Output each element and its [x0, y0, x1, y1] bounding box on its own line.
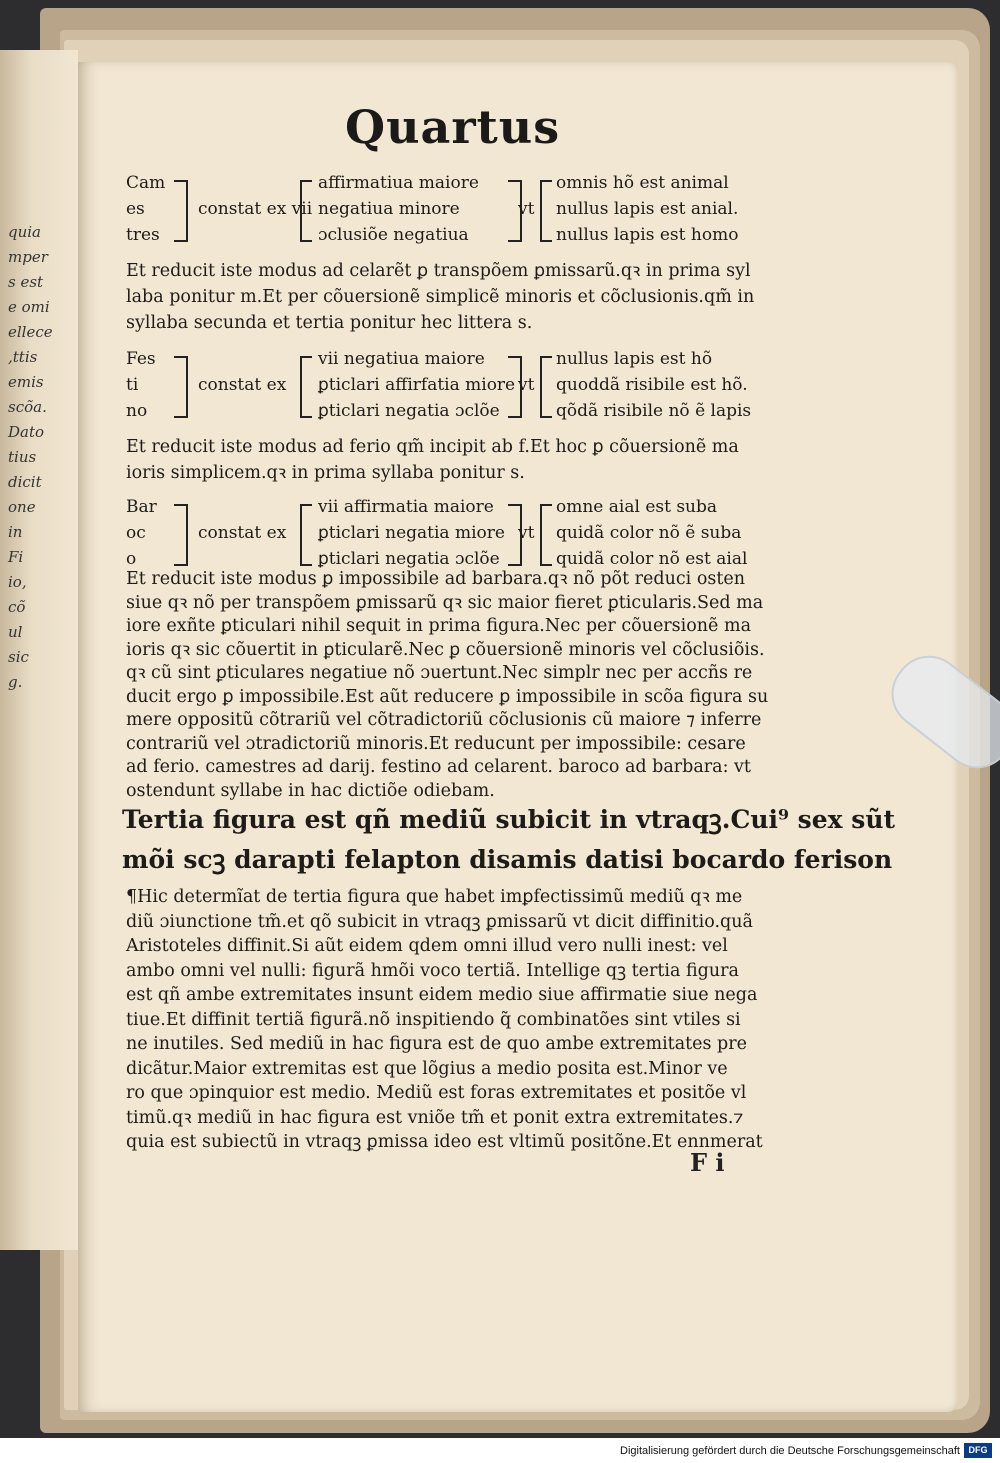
premise: ꝑticlari negatia miore	[318, 523, 505, 543]
left-page-line: s est	[8, 273, 44, 291]
text-line: diũ ɔiunctione tm̃.et qõ subicit in vtraqꝫ ꝑmissarũ vt dicit diffinitio.quã	[126, 911, 753, 932]
mood-syllable: tres	[126, 225, 160, 245]
left-page-line: ,ttis	[8, 348, 38, 366]
left-page-fragment	[0, 50, 78, 1250]
signature-mark: F i	[690, 1148, 725, 1177]
left-page-line: ellece	[8, 323, 53, 341]
heading-line: Tertia figura est qñ mediũ subicit in vtraqꝫ.Cui⁹ sex sũt	[122, 805, 896, 834]
mood-syllable: o	[126, 549, 137, 569]
left-page-line: one	[8, 498, 36, 516]
text-line: contrariũ vel ɔtradictoriũ minoris.Et reducunt per impossibile: cesare	[126, 733, 746, 754]
left-page-line: scõa.	[8, 398, 47, 416]
premise: ꝑticlari affirfatia miore	[318, 375, 516, 395]
brace	[174, 180, 188, 242]
text-line: dicãtur.Maior extremitas est que lõgius a medio posita est.Minor ve	[126, 1058, 728, 1079]
text-line: Et reducit iste modus ꝑ impossibile ad barbara.qꝛ nõ põt reduci osten	[126, 569, 746, 589]
constat-label: constat ex	[198, 523, 287, 543]
text-line: ambo omni vel nulli: figurã hmõi voco tertiã. Intellige qꝫ tertia figura	[126, 960, 739, 981]
premise: vii affirmatia maiore	[318, 497, 494, 517]
brace	[300, 504, 312, 566]
brace	[540, 504, 552, 566]
left-page-line: mper	[8, 248, 48, 266]
left-page-line: sic	[8, 648, 29, 666]
example: nullus lapis est anial.	[556, 199, 739, 219]
mood-syllable: ti	[126, 375, 139, 395]
text-line: est qñ ambe extremitates insunt eidem medio siue affirmatie siue nega	[126, 985, 758, 1005]
example: quidã color nõ ẽ suba	[556, 523, 742, 543]
left-page-line: tius	[8, 448, 37, 466]
left-page-line: io,	[8, 573, 27, 591]
text-line: Et reducit iste modus ad celarẽt ꝑ transpõem ꝑmissarũ.qꝛ in prima syl	[126, 261, 751, 281]
vt-label: vt	[518, 375, 535, 395]
brace	[174, 356, 188, 418]
text-line: siue qꝛ nõ per transpõem ꝑmissarũ qꝛ sic maior fieret ꝑticularis.Sed ma	[126, 592, 764, 613]
funding-credit: Digitalisierung gefördert durch die Deutsche Forschungsgemeinschaft	[620, 1445, 960, 1457]
text-line: ¶Hic determĩat de tertia figura que habet imꝑfectissimũ mediũ qꝛ me	[126, 887, 743, 907]
brace	[174, 504, 188, 566]
left-page-line: in	[8, 523, 23, 541]
left-page-line: cõ	[8, 598, 26, 616]
text-line: ad ferio. camestres ad darij. festino ad celarent. baroco ad barbara: vt	[126, 757, 751, 777]
mood-syllable: Fes	[126, 349, 156, 369]
premise: ɔclusiõe negatiua	[318, 225, 469, 245]
premise: ꝑticlari negatia ɔclõe	[318, 401, 500, 421]
constat-label: constat ex vii	[198, 199, 313, 219]
left-page-line: dicit	[8, 473, 42, 491]
example: qõdã risibile nõ ẽ lapis	[556, 401, 752, 421]
example: omne aial est suba	[556, 497, 718, 517]
example: nullus lapis est homo	[556, 225, 739, 245]
vt-label: vt	[518, 523, 535, 543]
text-line: timũ.qꝛ mediũ in hac figura est vniõe tm̃ et ponit extra extremitates.⁊	[126, 1107, 744, 1128]
heading-line: mõi scꝫ darapti felapton disamis datisi bocardo ferison	[122, 845, 893, 874]
premise: negatiua minore	[318, 199, 460, 219]
text-line: mere oppositũ cõtrariũ vel cõtradictoriũ cõclusionis cũ maiore ⁊ inferre	[126, 710, 762, 730]
example: omnis hõ est animal	[556, 173, 729, 193]
mood-syllable: oc	[126, 523, 146, 543]
text-line: ne inutiles. Sed mediũ in hac figura est de quo ambe extremitates pre	[126, 1034, 747, 1054]
example: nullus lapis est hõ	[556, 349, 713, 369]
brace	[540, 180, 552, 242]
text-line: syllaba secunda et tertia ponitur hec littera s.	[126, 313, 533, 333]
example: quoddã risibile est hõ.	[556, 375, 748, 395]
mood-syllable: Cam	[126, 173, 166, 193]
text-line: ostendunt syllabe in hac dictiõe odiebam.	[126, 780, 495, 801]
left-page-line: Fi	[8, 548, 24, 566]
dfg-logo: DFG	[964, 1443, 992, 1458]
left-page-line: Dato	[8, 423, 45, 441]
brace	[540, 356, 552, 418]
text-line: laba ponitur m.Et per cõuersionẽ simplicẽ minoris et cõclusionis.qm̃ in	[126, 287, 755, 307]
mood-syllable: Bar	[126, 497, 157, 517]
running-head: Quartus	[345, 100, 561, 154]
text-line: ducit ergo ꝑ impossibile.Est aũt reducere ꝑ impossibile in scõa figura su	[126, 686, 769, 707]
premise: affirmatiua maiore	[318, 173, 479, 193]
text-line: Et reducit iste modus ad ferio qm̃ incipit ab f.Et hoc ꝑ cõuersionẽ ma	[126, 437, 739, 457]
text-line: iore exñte ꝑticulari nihil sequit in prima figura.Nec per cõuersionẽ ma	[126, 616, 752, 636]
left-page-line: ul	[8, 623, 23, 641]
brace	[300, 180, 312, 242]
footer-bar	[0, 1438, 1000, 1463]
left-page-line: e omi	[8, 298, 50, 316]
brace	[300, 356, 312, 418]
book-page	[78, 62, 958, 1412]
text-line: Aristoteles diffinit.Si aũt eidem qdem omni illud vero nulli inest: vel	[126, 936, 728, 956]
text-line: tiue.Et diffinit tertiã figurã.nõ inspitiendo q̃ combinatões sint vtiles si	[126, 1009, 741, 1030]
left-page-line: g.	[8, 673, 23, 691]
mood-syllable: no	[126, 401, 148, 421]
mood-syllable: es	[126, 199, 145, 219]
vt-label: vt	[518, 199, 535, 219]
premise: vii negatiua maiore	[318, 349, 485, 369]
left-page-line: quia	[8, 223, 42, 241]
premise: ꝑticlari negatia ɔclõe	[318, 549, 500, 569]
constat-label: constat ex	[198, 375, 287, 395]
text-line: ro que ɔpinquior est medio. Mediũ est foras extremitates et positõe vl	[126, 1083, 747, 1103]
example: quidã color nõ est aial	[556, 549, 748, 569]
left-page-line: emis	[8, 373, 44, 391]
text-line: ioris qꝛ sic cõuertit in ꝑticularẽ.Nec ꝑ cõuersionẽ minoris vel cõclusiõis.	[126, 639, 765, 660]
text-line: ioris simplicem.qꝛ in prima syllaba ponitur s.	[126, 463, 525, 483]
text-line: quia est subiectũ in vtraqꝫ ꝑmissa ideo est vltimũ positõne.Et ennmerat	[126, 1132, 763, 1152]
text-line: qꝛ cũ sint ꝑticulares negatiue nõ ɔuertunt.Nec simplr nec per accñs re	[126, 663, 753, 683]
